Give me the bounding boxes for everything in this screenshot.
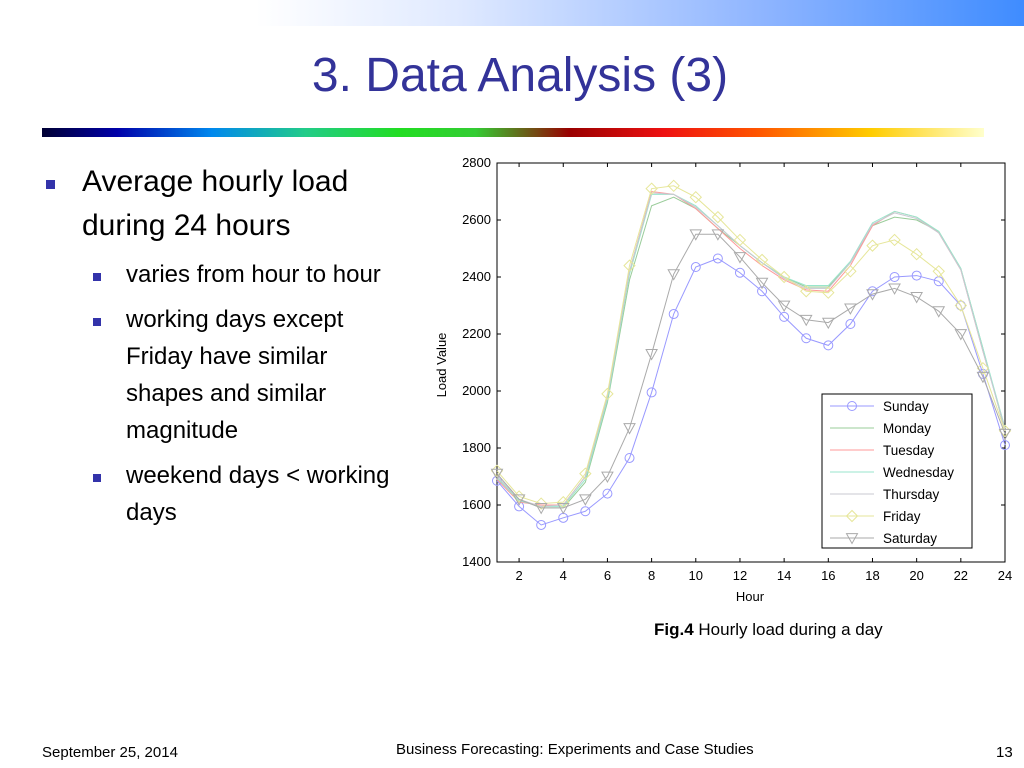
footer-title: Business Forecasting: Experiments and Case Studies xyxy=(396,741,754,758)
x-tick-label: 16 xyxy=(821,568,836,583)
x-tick-label: 20 xyxy=(909,568,924,583)
y-tick-label: 1400 xyxy=(462,554,491,569)
x-tick-label: 10 xyxy=(688,568,704,583)
x-tick-label: 8 xyxy=(647,568,656,583)
y-tick-label: 2400 xyxy=(462,269,491,284)
y-tick-label: 2600 xyxy=(462,212,491,227)
y-tick-label: 2200 xyxy=(462,326,491,341)
legend-label: Friday xyxy=(883,509,921,524)
y-tick-label: 2000 xyxy=(462,383,491,398)
x-tick-label: 12 xyxy=(732,568,748,583)
x-tick-label: 6 xyxy=(603,568,612,583)
x-tick-label: 14 xyxy=(776,568,792,583)
footer-date: September 25, 2014 xyxy=(42,744,178,761)
x-tick-label: 18 xyxy=(865,568,880,583)
y-tick-label: 2800 xyxy=(462,155,491,170)
figure-caption xyxy=(654,620,883,640)
x-tick-label: 2 xyxy=(515,568,523,583)
y-tick-label: 1800 xyxy=(462,440,491,455)
legend-label: Tuesday xyxy=(883,443,935,458)
sub-bullet-text: weekend days < working days xyxy=(126,462,390,526)
x-tick-label: 24 xyxy=(997,568,1013,583)
footer-page-number: 13 xyxy=(996,744,1013,761)
sub-bullet-text: varies from hour to hour xyxy=(126,261,381,288)
slide-title: 3. Data Analysis (3) xyxy=(311,49,729,102)
legend-label: Thursday xyxy=(883,487,940,502)
caption-text: Hourly load during a day xyxy=(693,620,883,639)
legend-label: Wednesday xyxy=(883,465,955,480)
y-tick-label: 1600 xyxy=(462,497,491,512)
y-axis-label: Load Value xyxy=(434,332,449,398)
x-tick-label: 4 xyxy=(559,568,567,583)
legend-label: Monday xyxy=(883,421,932,436)
caption-bold: Fig.4 xyxy=(654,620,694,639)
x-axis-label: Hour xyxy=(735,589,765,604)
bullet-text: Average hourly load during 24 hours xyxy=(82,165,349,242)
legend-label: Sunday xyxy=(883,399,929,414)
x-tick-label: 22 xyxy=(953,568,969,583)
sub-bullet-text: working days except Friday have similar shapes and similar magnitude xyxy=(126,306,344,444)
legend-label: Saturday xyxy=(883,531,938,546)
